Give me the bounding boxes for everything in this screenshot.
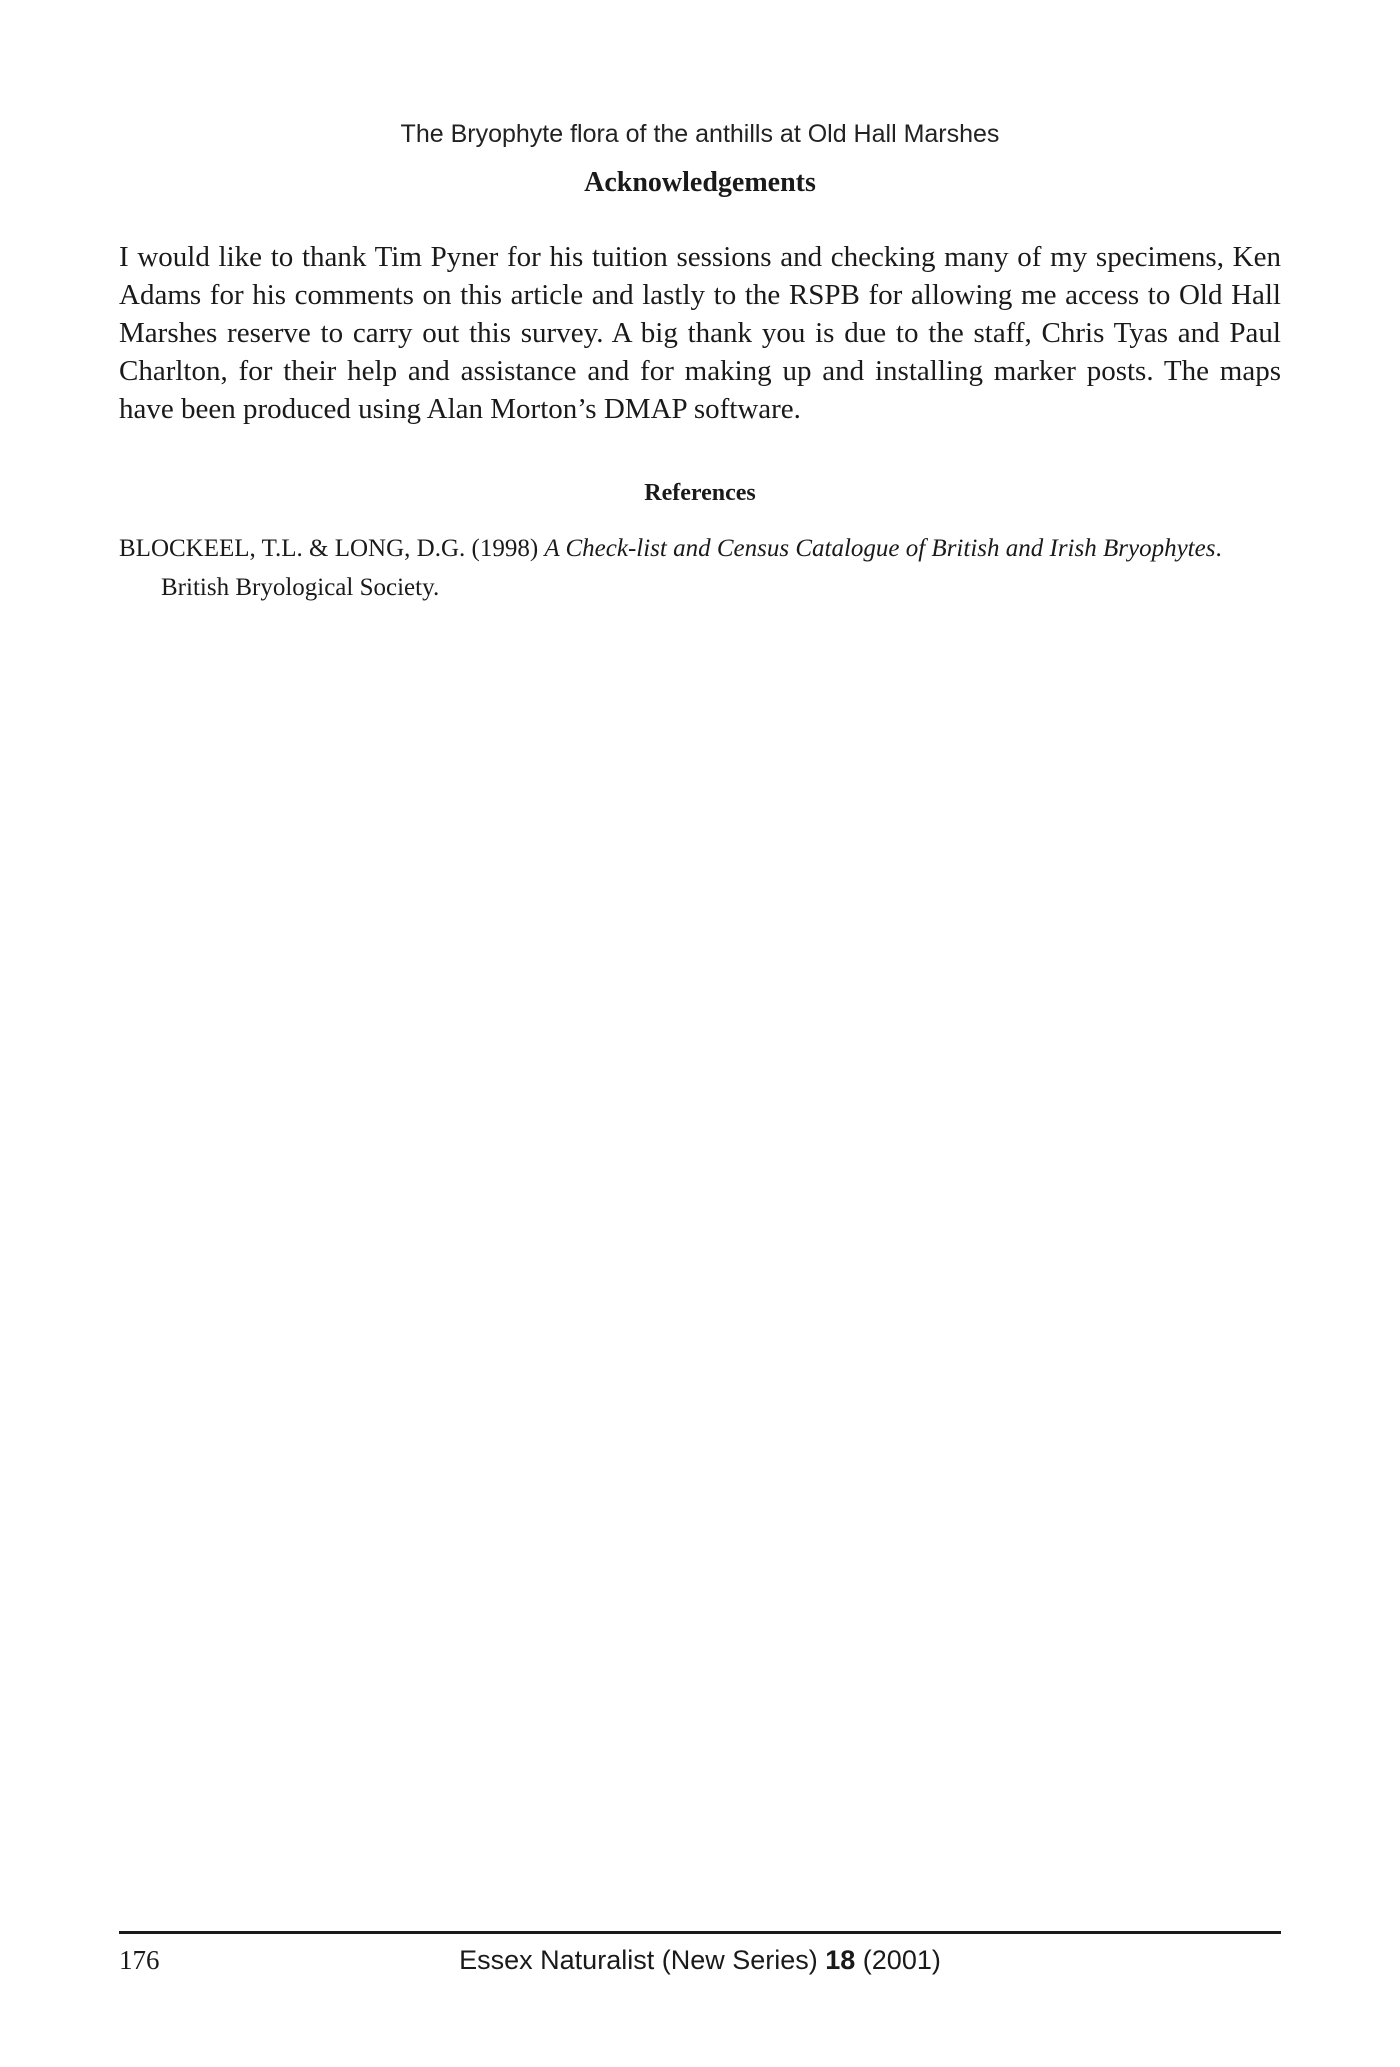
acknowledgements-paragraph: I would like to thank Tim Pyner for his tuition sessions and checking many of my specimens, Ken Adams for his comments on this article and lastly to the RSPB for allowing me access to Old Hall Marshes reserve to carry out this survey. A big thank you is due to the staff, Chris Tyas and Paul Charlton, for their help and assistance and for making up and installing marker posts. The maps have been produced using Alan Morton’s DMAP software. [119, 241, 1281, 425]
reference-title: A Check-list and Census Catalogue of British and Irish Bryophytes [544, 535, 1216, 562]
journal-citation [0, 1944, 1400, 1976]
running-head: The Bryophyte flora of the anthills at Old Hall Marshes [400, 120, 1000, 148]
reference-publisher: . British Bryological Society. [161, 535, 1222, 601]
page-number: 176 [119, 1945, 160, 1975]
journal-volume: 18 [825, 1945, 856, 1975]
reference-authors: BLOCKEEL, T.L. & LONG, D.G. (1998) [119, 535, 545, 562]
journal-year: (2001) [855, 1945, 941, 1975]
journal-name: Essex Naturalist (New Series) [459, 1945, 826, 1975]
reference-entry [119, 529, 1261, 607]
acknowledgements-heading: Acknowledgements [584, 167, 816, 198]
footer-rule [119, 1931, 1281, 1934]
references-heading: References [644, 480, 756, 506]
